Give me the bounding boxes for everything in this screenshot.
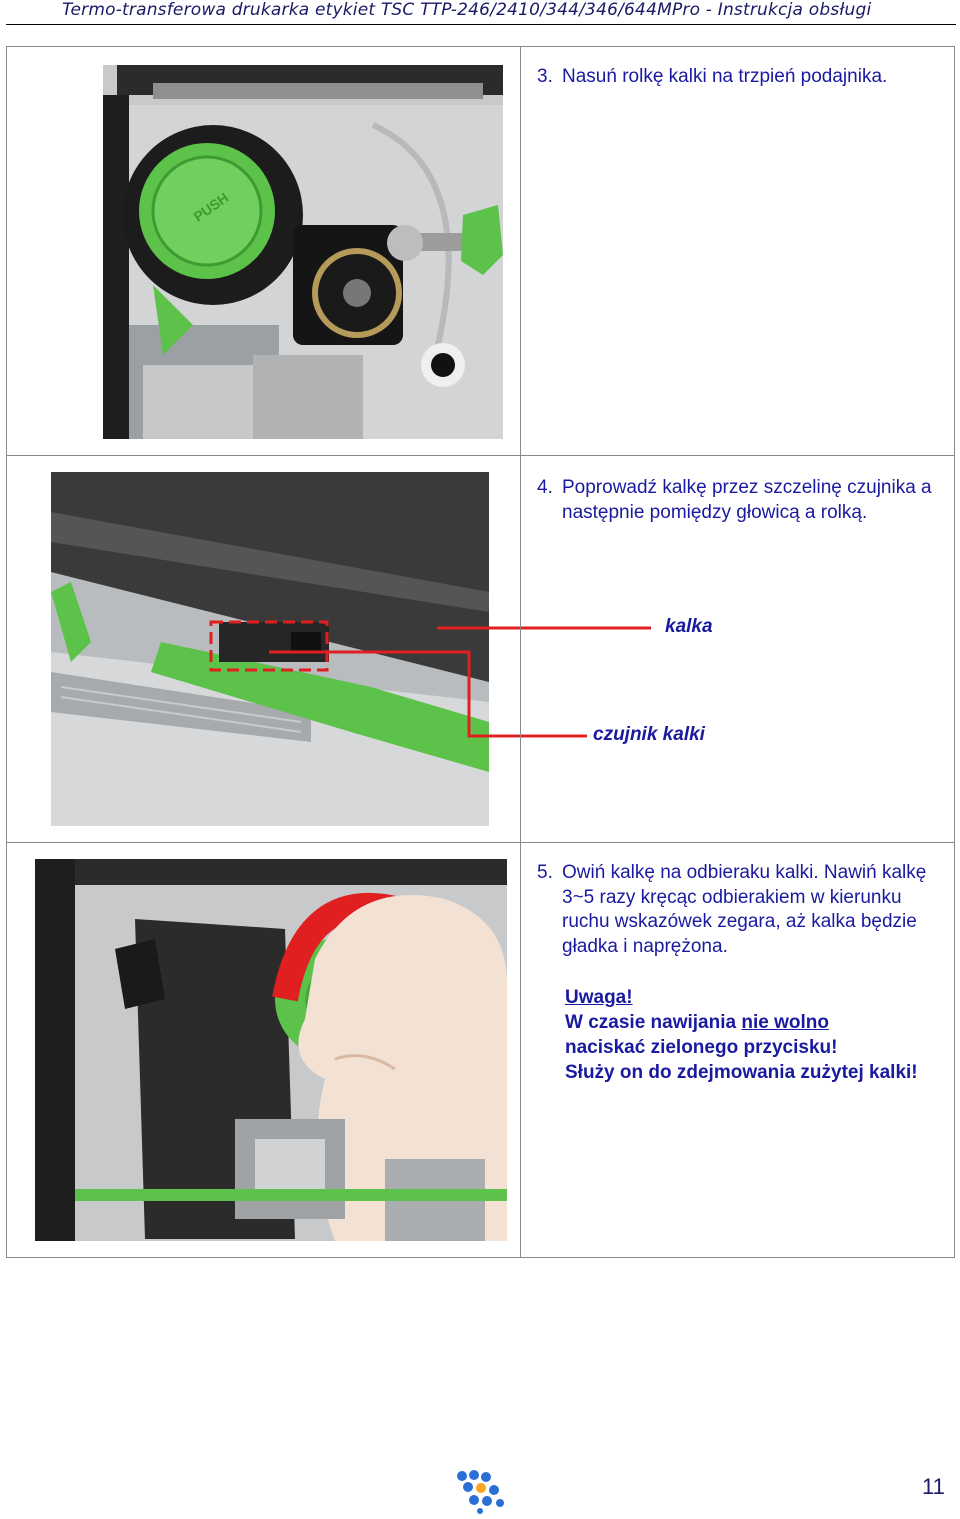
step-row-4 [7,456,955,843]
ribbon-rewind-hand-photo [35,859,507,1241]
warning-line-3: Służy on do zdejmowania zużytej kalki! [565,1062,918,1083]
warning-line-1-prefix: W czasie nawijania [565,1012,742,1033]
step-4-description: Poprowadź kalkę przez szczelinę czujnika a następnie pomiędzy głowicą a rolką. [562,477,932,523]
warning-line-1 [565,1010,930,1035]
step-4-text-cell [521,456,955,843]
callout-label-ribbon-sensor: czujnik kalki [593,724,705,745]
callout-lines [7,456,520,842]
step-3-text-cell [521,47,955,456]
tsc-logo-icon [454,1470,506,1514]
warning-emphasis: nie wolno [741,1012,829,1033]
step-5-image-cell [7,843,521,1258]
step-3-image-cell [7,47,521,456]
svg-text:PUSH: PUSH [190,189,232,225]
steps-table [6,46,955,1258]
warning-title: Uwaga! [565,987,633,1008]
rewind-illustration [35,859,507,1241]
step-3-description: Nasuń rolkę kalki na trzpień podajnika. [562,66,888,87]
printer-ribbon-supply-spindle-photo [103,65,503,439]
header-rule [6,24,956,25]
step-4-image-cell [7,456,521,843]
step-5-description: Owiń kalkę na odbieraku kalki. Nawiń kalkę 3~5 razy kręcąc odbierakiem w kierunku ruchu wskazówek zegara, aż kalka będzie gładka i naprężona. [562,862,927,957]
step-row-5 [7,843,955,1258]
warning-line-2: naciskać zielonego przycisku! [565,1037,838,1058]
warning-note [565,985,930,1085]
step-row-3 [7,47,955,456]
step-5-text-cell [521,843,955,1258]
callout-lines-right [521,456,957,842]
document-header: Termo-transferowa drukarka etykiet TSC TTP-246/2410/344/346/644MPro - Instrukcja obsługi [62,0,872,20]
spindle-illustration [103,65,503,439]
step-5-number: 5. [537,862,553,883]
step-4-number: 4. [537,477,553,498]
callout-label-ribbon: kalka [665,616,713,637]
page-number: 11 [922,1474,945,1499]
step-3-number: 3. [537,66,553,87]
